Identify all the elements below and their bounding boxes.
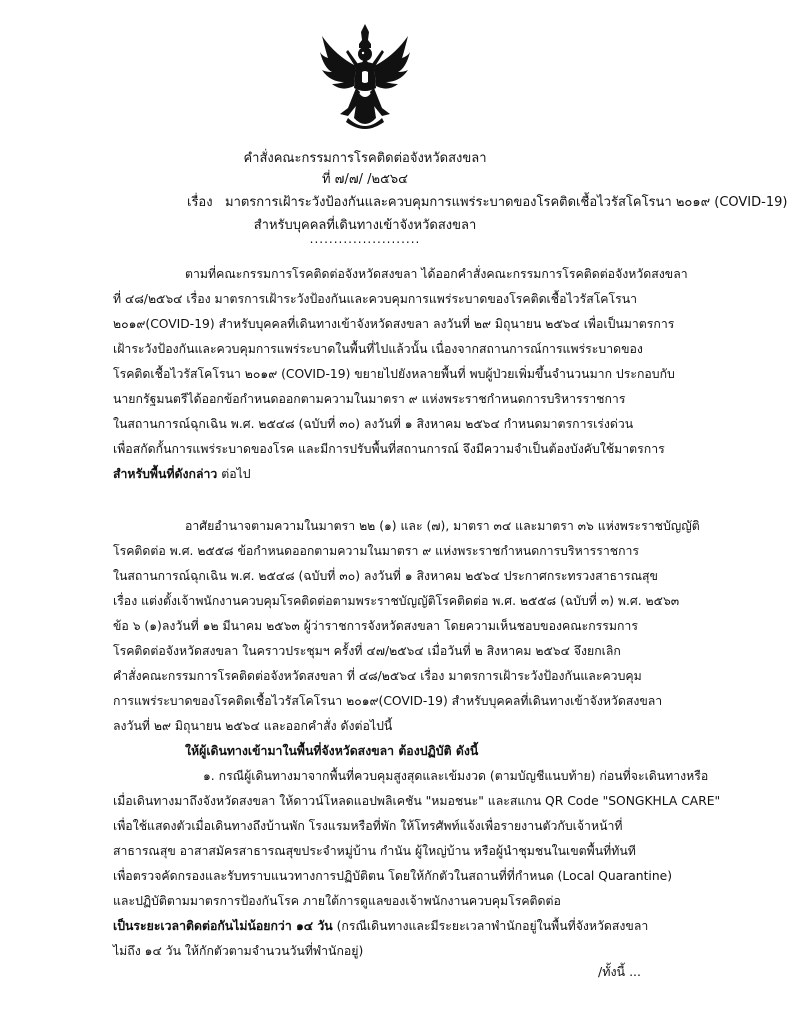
separator: ....................... xyxy=(309,232,421,246)
paragraph-2-line: โรคติดต่อ พ.ศ. ๒๕๕๘ ข้อกำหนดออกตามความในมาตรา ๙ แห่งพระราชกำหนดการบริหารราชการ xyxy=(113,544,640,558)
item-1-line: ๑. กรณีผู้เดินทางมาจากพื้นที่ควบคุมสูงสุดและเข้มงวด (ตามบัญชีแนบท้าย) ก่อนที่จะเดินทางหรือ xyxy=(203,769,709,783)
paragraph-1-line: ตามที่คณะกรรมการโรคติดต่อจังหวัดสงขลา ได้ออกคำสั่งคณะกรรมการโรคติดต่อจังหวัดสงขลา xyxy=(185,267,688,281)
subject-line-2: สำหรับบุคคลที่เดินทางเข้าจังหวัดสงขลา xyxy=(253,218,477,233)
paragraph-2-line: โรคติดต่อจังหวัดสงขลา ในคราวประชุมฯ ครั้งที่ ๔๗/๒๕๖๔ เมื่อวันที่ ๒ สิงหาคม ๒๕๖๔ จึงยกเลิก xyxy=(113,644,621,658)
paragraph-1-line: ที่ ๔๘/๒๕๖๔ เรื่อง มาตรการเฝ้าระวังป้องกันและควบคุมการแพร่ระบาดของโรคติดเชื้อไวรัสโคโรนา xyxy=(113,292,638,306)
continuation-marker: /ทั้งนี้ ... xyxy=(598,964,641,979)
item-1-line: สาธารณสุข อาสาสมัครสาธารณสุขประจำหมู่บ้าน กำนัน ผู้ใหญ่บ้าน หรือผู้นำชุมชนในเขตพื้นที่ทันที xyxy=(113,844,636,858)
paragraph-1-line: เพื่อสกัดกั้นการแพร่ระบาดของโรค และมีการปรับพื้นที่สถานการณ์ จึงมีความจำเป็นต้องบังคับใช้มาตรการ xyxy=(113,442,665,456)
paragraph-1-line: ๒๐๑๙(COVID-19) สำหรับบุคคลที่เดินทางเข้าจังหวัดสงขลา ลงวันที่ ๒๙ มิถุนายน ๒๕๖๔ เพื่อเป็นมาตรการ xyxy=(113,317,675,331)
paragraph-2-line: ข้อ ๖ (๑)ลงวันที่ ๑๒ มีนาคม ๒๕๖๓ ผู้ว่าราชการจังหวัดสงขลา โดยความเห็นชอบของคณะกรรมการ xyxy=(113,619,638,633)
paragraph-2-line: ในสถานการณ์ฉุกเฉิน พ.ศ. ๒๕๔๘ (ฉบับที่ ๓๐) ลงวันที่ ๑ สิงหาคม ๒๕๖๔ ประกาศกระทรวงสาธารณสุข xyxy=(113,569,658,583)
paragraph-2 xyxy=(113,514,700,739)
paragraph-1-last-rest: ต่อไป xyxy=(217,467,251,481)
item-1-line: เมื่อเดินทางมาถึงจังหวัดสงขลา ให้ดาวน์โหลดแอปพลิเคชัน "หมอชนะ" และสแกน QR Code "SONGKHLA CARE" xyxy=(113,794,721,808)
orders-section xyxy=(113,739,721,964)
bold-duration: เป็นระยะเวลาติดต่อกันไม่น้อยกว่า ๑๔ วัน xyxy=(113,919,333,933)
paragraph-2-line: คำสั่งคณะกรรมการโรคติดต่อจังหวัดสงขลา ที่ ๔๘/๒๕๖๔ เรื่อง มาตรการเฝ้าระวังป้องกันและควบคุม xyxy=(113,669,642,683)
order-title: คำสั่งคณะกรรมการโรคติดต่อจังหวัดสงขลา xyxy=(243,151,487,166)
item-1-bold-rest: (กรณีเดินทางและมีระยะเวลาพำนักอยู่ในพื้นที่จังหวัดสงขลา xyxy=(332,919,649,933)
paragraph-2-line: เรื่อง แต่งตั้งเจ้าพนักงานควบคุมโรคติดต่อตามพระราชบัญญัติโรคติดต่อ พ.ศ. ๒๕๕๘ (ฉบับที่ ๓) พ.ศ. ๒๕๖๓ xyxy=(113,594,680,608)
subject-line-1: มาตรการเฝ้าระวังป้องกันและควบคุมการแพร่ระบาดของโรคติดเชื้อไวรัสโคโรนา ๒๐๑๙ (COVID-19) xyxy=(225,195,787,210)
paragraph-1-line: ในสถานการณ์ฉุกเฉิน พ.ศ. ๒๕๔๘ (ฉบับที่ ๓๐) ลงวันที่ ๑ สิงหาคม ๒๕๖๔ กำหนดมาตรการเร่งด่วน xyxy=(113,417,634,431)
paragraph-1 xyxy=(113,262,688,487)
item-1-last-line: ไม่ถึง ๑๔ วัน ให้กักตัวตามจำนวนวันที่พำนักอยู่) xyxy=(113,944,364,958)
item-1-line: เพื่อใช้แสดงตัวเมื่อเดินทางถึงบ้านพัก โรงแรมหรือที่พัก ให้โทรศัพท์แจ้งเพื่อรายงานตัวกับเจ้าหน้าที่ xyxy=(113,819,623,833)
subject-label: เรื่อง xyxy=(187,195,213,210)
order-number: ที่ ๗/๗/ /๒๕๖๔ xyxy=(321,172,409,187)
item-1-bold-line xyxy=(113,914,649,939)
paragraph-1-last-line xyxy=(113,462,633,487)
item-1-line: เพื่อตรวจคัดกรองและรับทราบแนวทางการปฏิบัติตน โดยให้กักตัวในสถานที่ที่กำหนด (Local Quarantine) xyxy=(113,869,672,883)
paragraph-1-line: โรคติดเชื้อไวรัสโคโรนา ๒๐๑๙ (COVID-19) ขยายไปยังหลายพื้นที่ พบผู้ป่วยเพิ่มขึ้นจำนวนมาก ประกอบกับ xyxy=(113,367,675,381)
item-1-line: และปฏิบัติตามมาตรการป้องกันโรค ภายใต้การดูแลของเจ้าพนักงานควบคุมโรคติดต่อ xyxy=(113,894,561,908)
section-heading: ให้ผู้เดินทางเข้ามาในพื้นที่จังหวัดสงขลา ต้องปฏิบัติ ดังนี้ xyxy=(185,744,479,758)
paragraph-1-line: เฝ้าระวังป้องกันและควบคุมการแพร่ระบาดในพื้นที่ไปแล้วนั้น เนื่องจากสถานการณ์การแพร่ระบาดของ xyxy=(113,342,643,356)
garuda-emblem-icon xyxy=(318,22,412,132)
paragraph-1-line: นายกรัฐมนตรีได้ออกข้อกำหนดออกตามความในมาตรา ๙ แห่งพระราชกำหนดการบริหารราชการ xyxy=(113,392,626,406)
paragraph-2-line: อาศัยอำนาจตามความในมาตรา ๒๒ (๑) และ (๗), มาตรา ๓๔ และมาตรา ๓๖ แห่งพระราชบัญญัติ xyxy=(185,519,700,533)
paragraph-2-line: ลงวันที่ ๒๙ มิถุนายน ๒๕๖๔ และออกคำสั่ง ดังต่อไปนี้ xyxy=(113,719,393,733)
bold-phrase: สำหรับพื้นที่ดังกล่าว xyxy=(113,467,218,481)
paragraph-2-line: การแพร่ระบาดของโรคติดเชื้อไวรัสโคโรนา ๒๐๑๙(COVID-19) สำหรับบุคคลที่เดินทางเข้าจังหวัดสงขลา xyxy=(113,694,663,708)
